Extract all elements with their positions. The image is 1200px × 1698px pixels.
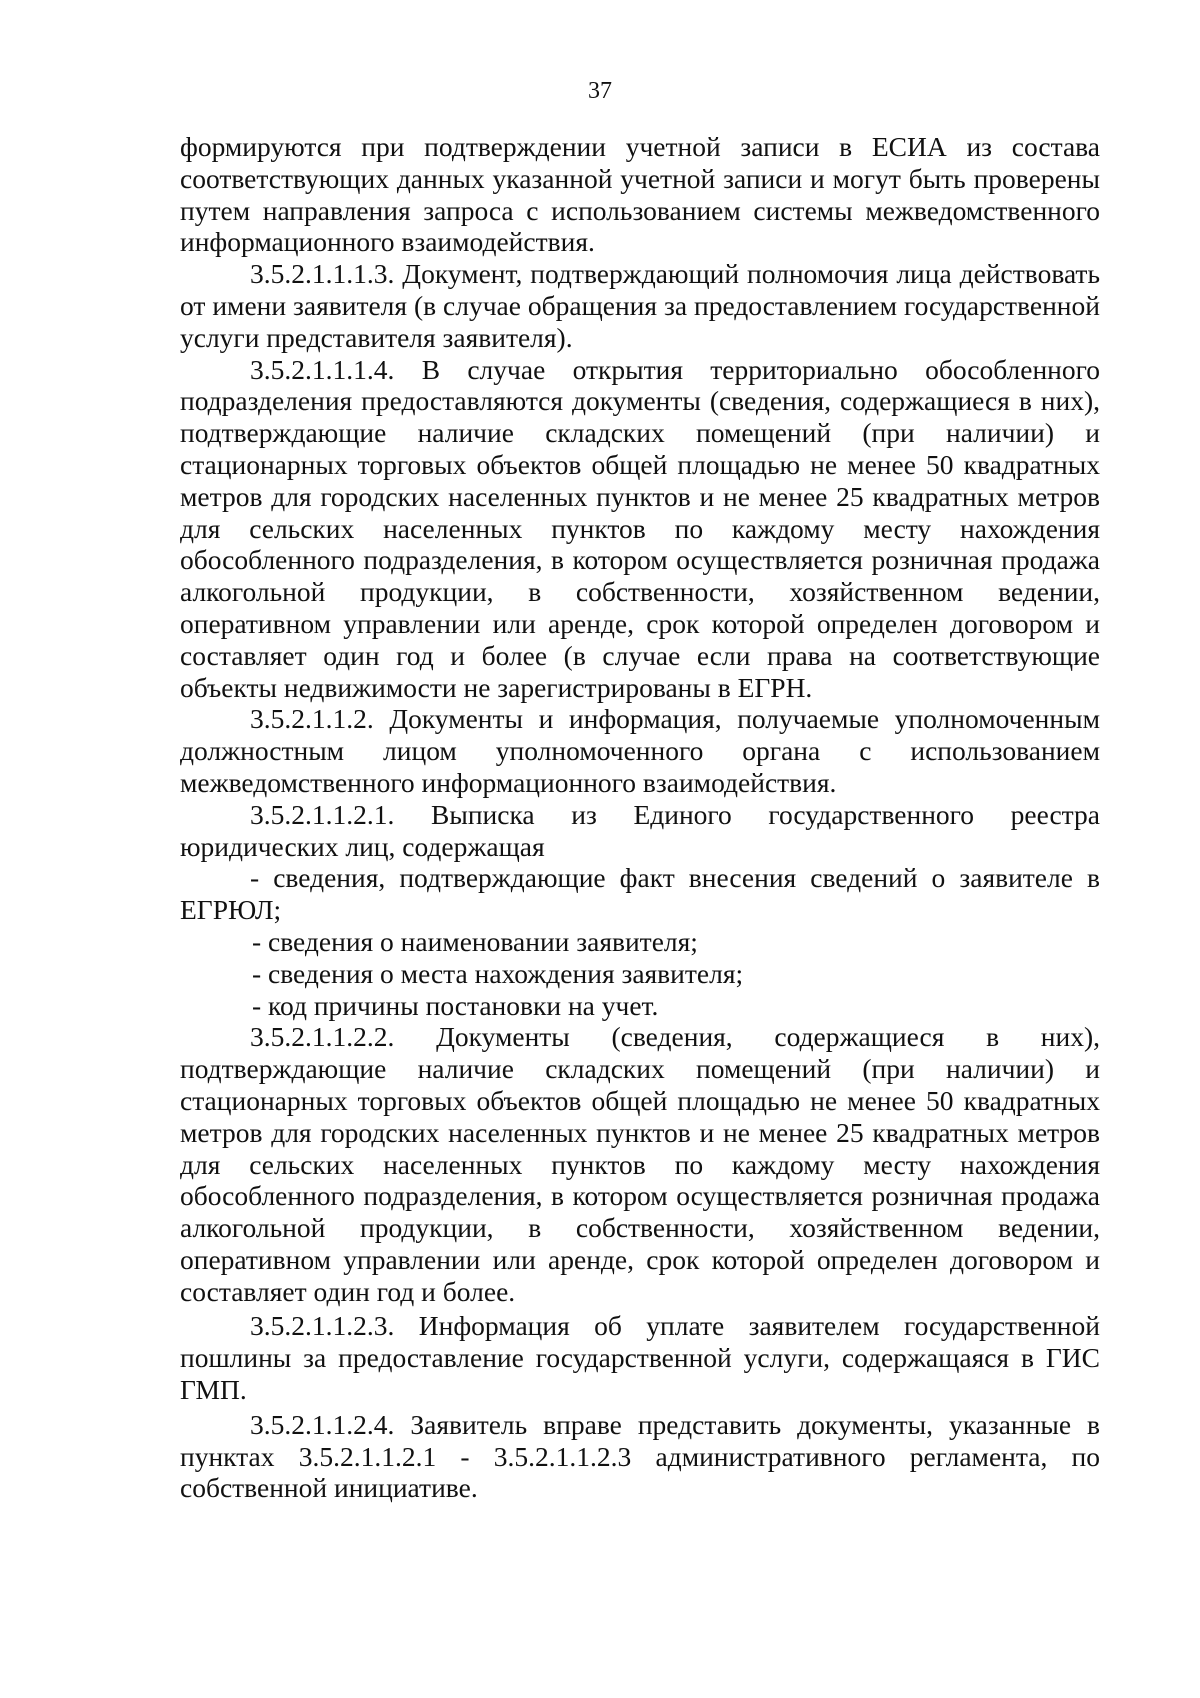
paragraph-3-5-2-1-1-2-3: 3.5.2.1.1.2.3. Информация об уплате заявителем государственной пошлины за предоставление государственной услуги, содержащаяся в ГИС ГМП.	[180, 1310, 1100, 1406]
list-item-kpp: - код причины постановки на учет.	[252, 989, 659, 1021]
paragraph-3-5-2-1-1-1-3: 3.5.2.1.1.1.3. Документ, подтверждающий полномочия лица действовать от имени заявителя (в случае обращения за предоставлением государственной услуги представителя заявителя).	[180, 258, 1100, 353]
list-item-location: - сведения о места нахождения заявителя;	[252, 957, 744, 989]
paragraph-3-5-2-1-1-1-4: 3.5.2.1.1.1.4. В случае открытия территориально обособленного подразделения предоставляются документы (сведения, содержащиеся в них), подтверждающие наличие складских помещений (при наличии) и стационарных торговых объектов общей площадью не менее 50 квадратных метров для городских населенных пунктов и не менее 25 квадратных метров для сельских населенных пунктов по каждому месту нахождения обособленного подразделения, в котором осуществляется розничная продажа алкогольной продукции, в собственности, хозяйственном ведении, оперативном управлении или аренде, срок которой определен договором и составляет один год и более (в случае если права на соответствующие объекты недвижимости не зарегистрированы в ЕГРН.	[180, 353, 1100, 703]
list-item-name: - сведения о наименовании заявителя;	[252, 925, 698, 957]
paragraph-continuation: формируются при подтверждении учетной записи в ЕСИА из состава соответствующих данных указанной учетной записи и могут быть проверены путем направления запроса с использованием системы межведомственного информационного взаимодействия.	[180, 131, 1100, 258]
paragraph-3-5-2-1-1-2-2: 3.5.2.1.1.2.2. Документы (сведения, содержащиеся в них), подтверждающие наличие складских помещений (при наличии) и стационарных торговых объектов общей площадью не менее 50 квадратных метров для городских населенных пунктов и не менее 25 квадратных метров для сельских населенных пунктов по каждому месту нахождения обособленного подразделения, в котором осуществляется розничная продажа алкогольной продукции, в собственности, хозяйственном ведении, оперативном управлении или аренде, срок которой определен договором и составляет один год и более.	[180, 1021, 1100, 1307]
document-body	[180, 131, 1100, 1504]
paragraph-3-5-2-1-1-2-4: 3.5.2.1.1.2.4. Заявитель вправе представить документы, указанные в пунктах 3.5.2.1.1.2.1 - 3.5.2.1.1.2.3 административного регламента, по собственной инициативе.	[180, 1408, 1100, 1504]
page-number: 37	[588, 78, 612, 104]
paragraph-3-5-2-1-1-2: 3.5.2.1.1.2. Документы и информация, получаемые уполномоченным должностным лицом уполномоченного органа с использованием межведомственного информационного взаимодействия.	[180, 703, 1100, 798]
paragraph-3-5-2-1-1-2-1: 3.5.2.1.1.2.1. Выписка из Единого государственного реестра юридических лиц, содержащая	[180, 798, 1100, 862]
list-item-egrul-fact: - сведения, подтверждающие факт внесения сведений о заявителе в ЕГРЮЛ;	[180, 862, 1100, 926]
